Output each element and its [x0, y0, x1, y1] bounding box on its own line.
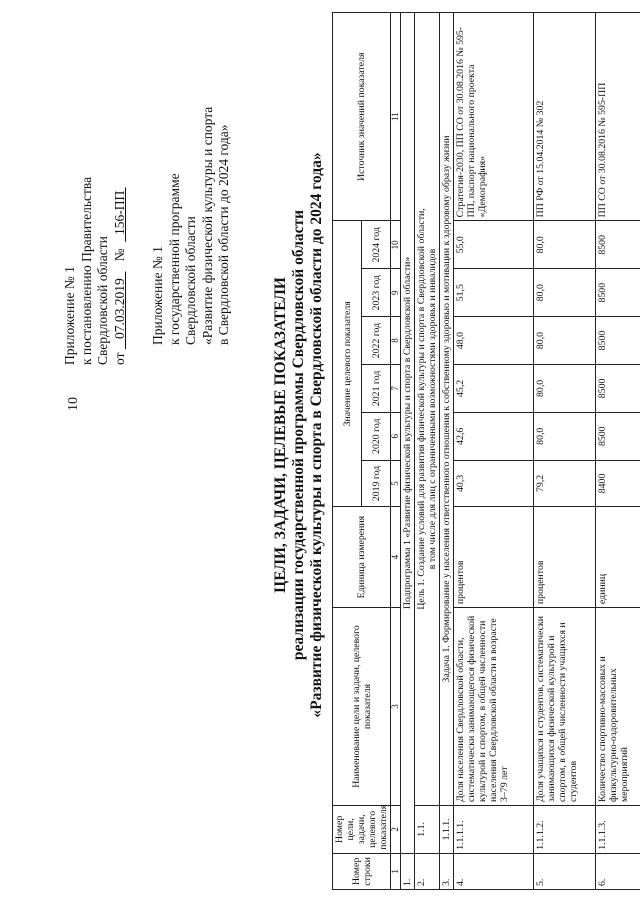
table-row: [596, 13, 640, 890]
column-number: 10: [391, 221, 401, 269]
indicator-value: 8500: [596, 317, 640, 365]
appendix-2-line4: «Развитие физической культуры и спорта: [199, 106, 215, 345]
indicator-unit: процентов: [454, 507, 534, 608]
page-number: 10: [66, 397, 81, 411]
indicator-unit: процентов: [534, 507, 596, 608]
indicator-source: Стратегия-2030, ПП СО от 30.08.2016 № 595-ПП, паспорт национального проекта «Демография»: [454, 13, 534, 221]
indicator-source: ПП РФ от 15.04.2014 № 302: [534, 13, 596, 221]
header-year: 2022 год: [362, 317, 391, 365]
header-year: 2023 год: [362, 269, 391, 317]
row-number: 3.: [440, 853, 454, 889]
indicator-value: 8500: [596, 221, 640, 269]
header-source: Источник значений показателя: [333, 13, 391, 221]
column-number: 4: [391, 507, 401, 608]
indicator-value: 80,0: [534, 364, 596, 412]
appendix-1-date-line: [112, 177, 129, 365]
indicator-value: 48,0: [454, 317, 534, 365]
goal-text: [415, 13, 440, 806]
decree-number-value: 156-ПП: [111, 190, 127, 235]
indicator-code: 1.1.1.3.: [596, 805, 640, 853]
date-prefix: от: [111, 352, 127, 365]
indicator-unit: единиц: [596, 507, 640, 608]
indicator-code: 1.1.1.1.: [454, 805, 534, 853]
header-name: Наименование цели и задачи, целевого показателя: [333, 608, 391, 806]
decree-number: [112, 187, 127, 241]
indicator-value: 51,5: [454, 269, 534, 317]
appendix-2-line3: Свердловской области: [183, 216, 198, 345]
header-year: 2021 год: [362, 364, 391, 412]
header-year: 2020 год: [362, 412, 391, 460]
appendix-1-line3: Свердловской области: [95, 236, 110, 365]
column-number: 3: [391, 608, 401, 806]
indicator-value: 8500: [596, 269, 640, 317]
appendix-1-line2: к постановлению Правительства: [78, 176, 94, 365]
appendix-2-line5: в Свердловской области до 2024 года»: [216, 124, 231, 345]
indicator-value: 8500: [596, 364, 640, 412]
row-number: 4.: [454, 853, 534, 889]
decree-date-value: 07.03.2019: [111, 278, 127, 340]
indicators-table-wrap: [332, 12, 640, 890]
row-number: 1.: [401, 853, 415, 889]
indicator-value: 80,0: [534, 221, 596, 269]
indicator-source: ПП СО от 30.08.2016 № 595-ПП: [596, 13, 640, 221]
column-numbers-row: [391, 13, 401, 890]
decree-date: [112, 272, 127, 350]
task-text: Задача 1. Формирование у населения ответственного отношения к собственному здоровью и мотивации к здоровому образу жизни: [440, 13, 454, 806]
row-number: 2.: [415, 853, 440, 889]
table-row: [454, 13, 534, 890]
row-number: 5.: [534, 853, 596, 889]
indicator-name: Доля населения Свердловской области, систематически занимающегося физической культурой и спортом, в общей численности населения Свердловской области в возрасте 3–79 лет: [454, 608, 534, 806]
indicators-table: [332, 12, 640, 890]
header-row-number: Номер строки: [333, 853, 391, 889]
header-values-group: Значение целевого показателя: [333, 221, 362, 507]
heading-line1: ЦЕЛИ, ЗАДАЧИ, ЦЕЛЕВЫЕ ПОКАЗАТЕЛИ: [272, 277, 289, 593]
task-row: [440, 13, 454, 890]
indicator-value: 80,0: [534, 412, 596, 460]
task-code: 1.1.1.: [440, 805, 454, 853]
indicator-code: 1.1.1.2.: [534, 805, 596, 853]
column-number: 6: [391, 412, 401, 460]
document-heading: [272, 25, 326, 845]
subprogram-row: [401, 13, 415, 890]
appendix-1-block: [62, 177, 128, 365]
column-number: 8: [391, 317, 401, 365]
indicator-value: 8400: [596, 460, 640, 507]
indicator-value: 45,2: [454, 364, 534, 412]
header-code: Номер цели, задачи, целевого показателя: [333, 805, 391, 853]
indicator-name: Количество спортивно-массовых и физкультурно-оздоровительных мероприятий: [596, 608, 640, 806]
header-unit: Единица измерения: [333, 507, 391, 608]
header-year: 2024 год: [362, 221, 391, 269]
appendix-2-block: [150, 25, 233, 345]
goal-text-line1: Цель 1. Создание условий для развития физической культуры и спорта в Свердловской области,: [416, 208, 427, 610]
column-number: 9: [391, 269, 401, 317]
appendix-2-title: Приложение № 1: [150, 246, 165, 345]
appendix-2-line2: к государственной программе: [166, 173, 182, 345]
column-number: 2: [391, 805, 401, 853]
column-number: 5: [391, 460, 401, 507]
indicator-value: 55,0: [454, 221, 534, 269]
row-number: 6.: [596, 853, 640, 889]
goal-row: [415, 13, 440, 890]
indicator-name: Доля учащихся и студентов, систематически занимающихся физической культурой и спортом, в общей численности учащихся и студентов: [534, 608, 596, 806]
column-number: 7: [391, 364, 401, 412]
indicator-value: 80,0: [534, 269, 596, 317]
subprogram-title: Подпрограмма 1 «Развитие физической культуры и спорта в Свердловской области»: [401, 13, 415, 854]
goal-text-line2: в том числе для лиц с ограниченными возможностями здоровья и инвалидов: [427, 248, 438, 570]
table-row: [534, 13, 596, 890]
goal-code: 1.1.: [415, 805, 440, 853]
header-year: 2019 год: [362, 460, 391, 507]
number-prefix: №: [111, 248, 127, 262]
heading-line2: реализации государственной программы Свердловской области: [290, 209, 307, 661]
indicator-value: 79,2: [534, 460, 596, 507]
appendix-1-title: Приложение № 1: [62, 266, 77, 365]
table-header-row: [333, 13, 362, 890]
indicator-value: 80,0: [534, 317, 596, 365]
indicator-value: 8500: [596, 412, 640, 460]
indicator-value: 40,3: [454, 460, 534, 507]
column-number: 1: [391, 853, 401, 889]
heading-line3: «Развитие физической культуры и спорта в Свердловской области до 2024 года»: [308, 152, 325, 718]
indicator-value: 42,6: [454, 412, 534, 460]
column-number: 11: [391, 13, 401, 221]
